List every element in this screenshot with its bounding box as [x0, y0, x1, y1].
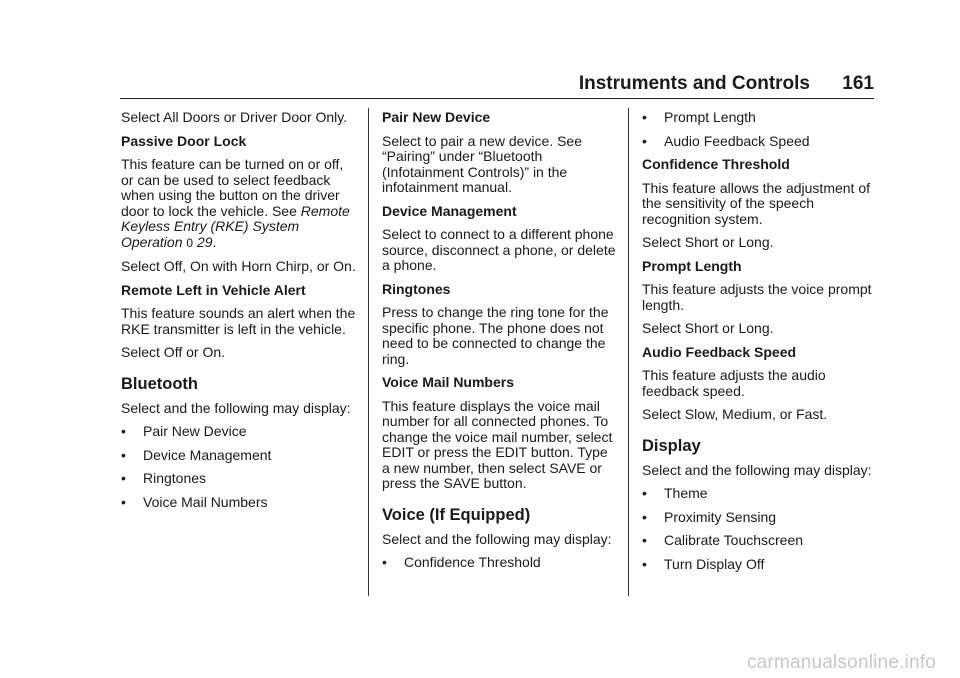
prompt-select-text: Select Short or Long. — [642, 320, 774, 336]
bullet-icon: • — [642, 555, 647, 572]
confidence-select-text: Select Short or Long. — [642, 234, 774, 250]
voice-mail-body: This feature displays the voice mail number for all connected phones. To change the voice mail number, select EDIT or press the EDIT button. Type a new number, then select SAVE or press the SAVE button. — [382, 397, 613, 491]
list-item: • Audio Feedback Speed — [642, 132, 810, 149]
bluetooth-intro: Select and the following may display: — [121, 399, 351, 416]
page-number: 161 — [842, 73, 874, 94]
display-intro: Select and the following may display: — [642, 461, 872, 478]
list-item: • Voice Mail Numbers — [121, 493, 268, 510]
list-item: • Prompt Length — [642, 109, 756, 125]
list-item: • Calibrate Touchscreen — [642, 532, 804, 548]
bullet-icon: • — [121, 423, 126, 439]
bullet-icon: • — [642, 508, 647, 525]
bullet-icon: • — [642, 485, 647, 501]
bluetooth-heading: Bluetooth — [121, 374, 198, 393]
list-item: • Turn Display Off — [642, 555, 765, 572]
column-3 — [642, 110, 877, 580]
voice-mail-heading: Voice Mail Numbers — [382, 374, 515, 390]
confidence-threshold-heading: Confidence Threshold — [642, 156, 790, 172]
pair-new-device-body: Select to pair a new device. See “Pairing” under “Bluetooth (Infotainment Controls)” in the infotainment manual. — [382, 132, 583, 195]
confidence-threshold-body: This feature allows the adjustment of the sensitivity of the speech recognition system. — [642, 179, 871, 227]
bullet-icon: • — [642, 532, 647, 548]
column-divider-2 — [628, 108, 629, 596]
list-item: • Device Management — [121, 446, 272, 463]
passive-body-text: This feature can be turned on or off, or can be used to select feedback when using the button on the driver door to lock the vehicle. See — [121, 156, 344, 219]
list-item: • Theme — [642, 485, 708, 501]
section-title: Instruments and Controls — [578, 73, 810, 94]
column-divider-1 — [368, 108, 369, 596]
intro-text: Select All Doors or Driver Door Only. — [121, 109, 348, 125]
ringtones-heading: Ringtones — [382, 280, 451, 297]
device-management-heading: Device Management — [382, 202, 517, 219]
remote-select-text: Select Off or On. — [121, 344, 226, 360]
rke-reference-link[interactable]: Remote Keyless Entry (RKE) System Operation — [121, 202, 350, 250]
pair-new-device-heading: Pair New Device — [382, 109, 491, 125]
device-management-body: Select to connect to a different phone source, disconnect a phone, or delete a phone. — [382, 226, 616, 273]
voice-list-continued — [642, 110, 877, 149]
prompt-length-body: This feature adjusts the voice prompt length. — [642, 281, 872, 313]
passive-door-lock-body: This feature can be turned on or off, or can be used to select feedback when using the button on the driver door to lock the vehicle. See Remote Keyless Entry (RKE) System Operation 0 29. — [121, 156, 350, 250]
list-item: • Pair New Device — [121, 423, 247, 439]
bullet-icon: • — [121, 470, 126, 486]
audio-feedback-heading: Audio Feedback Speed — [642, 343, 797, 360]
bullet-icon: • — [382, 554, 387, 570]
passive-select-text: Select Off, On with Horn Chirp, or On. — [121, 258, 356, 274]
list-item: • Confidence Threshold — [382, 554, 541, 570]
column-1 — [121, 110, 356, 518]
ringtones-body: Press to change the ring tone for the specific phone. The phone does not need to be connected to change the ring. — [382, 304, 609, 367]
prompt-length-heading: Prompt Length — [642, 257, 742, 274]
bullet-icon: • — [642, 132, 647, 149]
voice-intro: Select and the following may display: — [382, 530, 612, 547]
display-heading: Display — [642, 436, 701, 455]
remote-alert-body: This feature sounds an alert when the RKE transmitter is left in the vehicle. — [121, 305, 356, 337]
display-list — [642, 486, 877, 572]
bullet-icon: • — [121, 493, 126, 510]
audio-select-text: Select Slow, Medium, or Fast. — [642, 406, 828, 422]
bluetooth-list — [121, 424, 356, 510]
audio-feedback-body: This feature adjusts the audio feedback speed. — [642, 367, 826, 399]
list-item: • Ringtones — [121, 470, 207, 486]
rke-reference-page[interactable]: 29 — [196, 233, 213, 250]
voice-list — [382, 555, 618, 571]
voice-heading: Voice (If Equipped) — [382, 505, 531, 524]
list-item: • Proximity Sensing — [642, 508, 777, 525]
bullet-icon: • — [642, 109, 647, 125]
passive-door-lock-heading: Passive Door Lock — [121, 132, 247, 149]
column-2 — [382, 110, 618, 579]
bullet-icon: • — [121, 446, 126, 463]
page-header — [120, 66, 874, 99]
watermark: carmanualsonline.info — [746, 652, 936, 673]
page-ref-arrow-icon: 0 — [186, 235, 194, 250]
remote-alert-heading: Remote Left in Vehicle Alert — [121, 281, 306, 298]
